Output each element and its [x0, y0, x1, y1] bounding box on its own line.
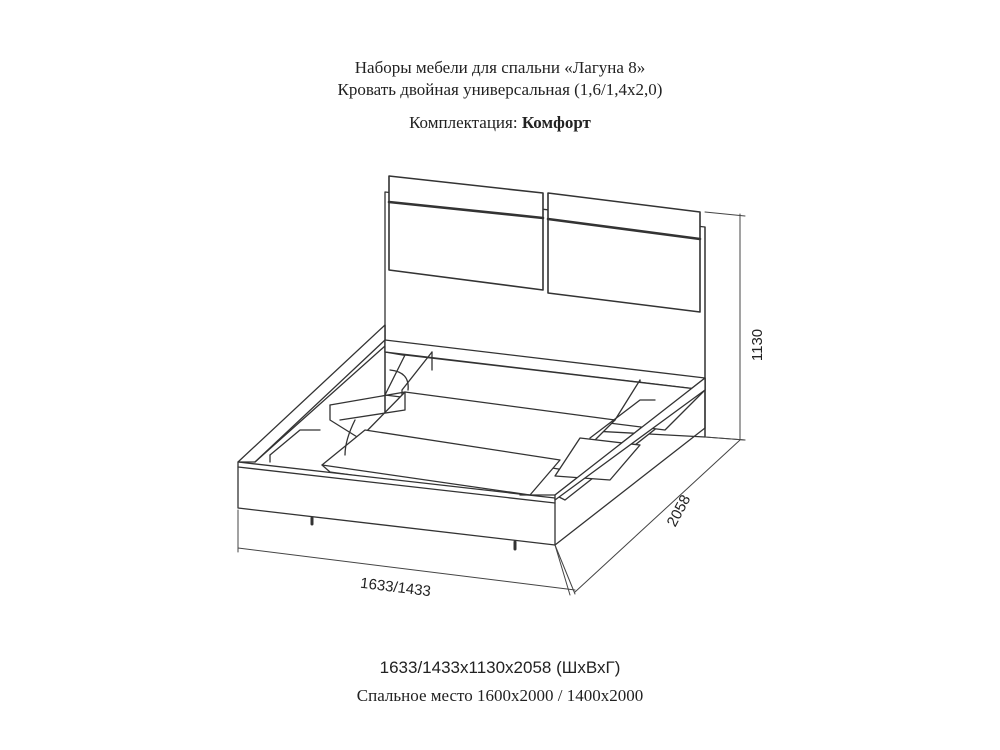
overall-dimensions: 1633/1433х1130х2058 (ШхВхГ)	[379, 658, 621, 677]
headboard-cushion-left	[389, 176, 543, 290]
configuration-value: Комфорт	[521, 113, 591, 132]
sleeping-place: Спальное место 1600х2000 / 1400х2000	[356, 686, 644, 705]
dimension-height	[705, 212, 745, 440]
height-label: 1130	[749, 328, 766, 362]
title-line-2: Кровать двойная универсальная (1,6/1,4х2,0)	[337, 80, 663, 99]
width-label: 1633/1433	[359, 574, 432, 601]
configuration-label: Комплектация:	[409, 113, 522, 132]
headboard-cushion-right	[548, 193, 700, 312]
title-line-1: Наборы мебели для спальни «Лагуна 8»	[354, 58, 646, 77]
depth-label: 2058	[663, 492, 695, 530]
